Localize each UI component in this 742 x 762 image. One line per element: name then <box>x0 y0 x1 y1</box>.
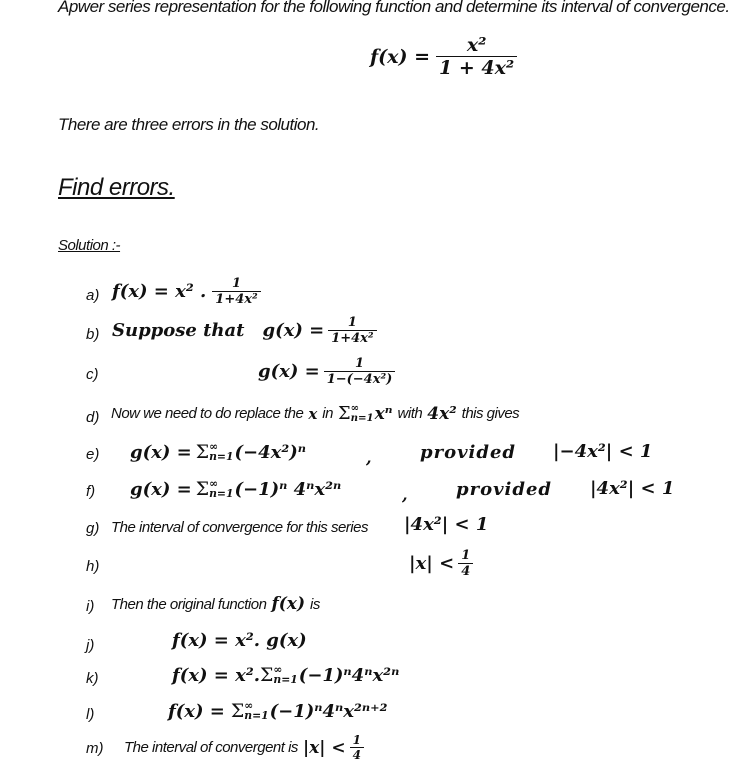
step-e-provided: provided <box>420 442 516 463</box>
step-k-sum-bot: n=1 <box>273 673 298 686</box>
step-a-lhs: f(x) = x² . <box>112 281 207 302</box>
step-m-label: m) <box>86 740 104 757</box>
step-k-label: k) <box>86 670 99 687</box>
step-d-text3: with <box>397 405 423 422</box>
errors-note: There are three errors in the solution. <box>58 115 320 134</box>
step-g-text: The interval of convergence for this series <box>111 519 368 536</box>
step-e-expression <box>130 441 306 463</box>
step-k-limits <box>273 665 297 684</box>
step-d-var: x <box>308 404 318 423</box>
step-j-label: j) <box>86 637 95 654</box>
step-h-den: 4 <box>458 563 473 579</box>
step-f-lhs: g(x) = <box>130 478 192 500</box>
step-d-sum <box>338 403 393 424</box>
step-f-label: f) <box>86 483 96 500</box>
step-m-expression <box>303 733 364 762</box>
step-c-num: 1 <box>354 356 365 371</box>
step-d-label: d) <box>86 409 100 426</box>
step-h-label: h) <box>86 558 100 575</box>
step-b-den: 1+4x² <box>328 330 376 346</box>
step-d-sum-top: ∞ <box>350 402 360 415</box>
step-f-limits <box>209 479 233 498</box>
step-h-fraction <box>458 548 473 579</box>
step-d-limits <box>351 404 374 422</box>
step-b-label: b) <box>86 326 100 343</box>
step-l-sum-top: ∞ <box>244 699 254 713</box>
step-d-expr: 4x² <box>427 403 457 424</box>
step-b-expression <box>112 315 377 346</box>
step-e-sum-top: ∞ <box>209 440 219 454</box>
step-l-term: (−1)ⁿ4ⁿx²ⁿ⁺² <box>269 700 388 722</box>
step-k-lhs: f(x) = x². <box>172 664 261 686</box>
step-c-lhs: g(x) = <box>258 361 320 382</box>
step-a-label: a) <box>86 287 100 304</box>
step-k-sum-top: ∞ <box>273 663 283 677</box>
step-m-lhs: |x| < <box>302 737 346 758</box>
function-definition <box>370 34 517 79</box>
step-j-expression: f(x) = x². g(x) <box>172 630 307 651</box>
step-k-expression <box>172 664 399 686</box>
step-m-sentence <box>124 733 364 762</box>
step-f-term: (−1)ⁿ 4ⁿx²ⁿ <box>234 478 342 500</box>
step-a-fraction <box>212 276 260 307</box>
step-a-num: 1 <box>231 276 242 291</box>
step-e-limits <box>209 442 233 461</box>
step-c-expression <box>258 356 395 387</box>
step-d-text1: Now we need to do replace the <box>111 405 304 422</box>
step-a-den: 1+4x² <box>212 291 260 307</box>
step-c-den: 1−(−4x²) <box>324 371 396 387</box>
step-l-sum-bot: n=1 <box>244 709 269 722</box>
step-a-expression <box>112 276 261 307</box>
step-d-sentence <box>111 403 519 424</box>
sigma-symbol: Σ <box>195 441 210 463</box>
step-b-lhs: g(x) = <box>262 320 325 341</box>
step-f-comma: , <box>402 485 408 504</box>
step-g-condition: |4x²| < 1 <box>404 514 489 535</box>
step-c-fraction <box>324 356 396 387</box>
step-h-expression <box>409 548 473 579</box>
step-i-sentence <box>111 594 320 614</box>
step-f-sum-top: ∞ <box>209 477 219 491</box>
step-i-tail: is <box>310 595 320 613</box>
step-i-text: Then the original function <box>111 595 267 613</box>
sigma-symbol: Σ <box>230 700 245 722</box>
step-e-label: e) <box>86 446 100 463</box>
step-g-label: g) <box>86 520 100 537</box>
step-d-text2: in <box>322 405 333 422</box>
step-e-sum-bot: n=1 <box>209 450 234 463</box>
step-h-num: 1 <box>461 548 471 563</box>
sigma-symbol: Σ <box>337 403 351 424</box>
step-d-text4: this gives <box>461 405 520 422</box>
step-b-num: 1 <box>347 315 357 330</box>
step-d-term: xⁿ <box>374 403 393 424</box>
step-e-term: (−4x²)ⁿ <box>234 441 306 463</box>
step-m-fraction <box>350 733 364 762</box>
step-e-comma: , <box>366 448 372 467</box>
step-l-expression <box>168 700 388 722</box>
step-m-num: 1 <box>352 733 361 747</box>
fx-numerator: x² <box>466 34 487 56</box>
sigma-symbol: Σ <box>195 478 210 500</box>
step-l-lhs: f(x) = <box>168 700 225 722</box>
fx-fraction <box>436 34 517 79</box>
solution-label: Solution :- <box>58 237 121 254</box>
step-l-limits <box>244 701 268 720</box>
step-f-sum-bot: n=1 <box>209 487 234 500</box>
step-b-text: Suppose that <box>112 320 245 341</box>
step-c-label: c) <box>86 366 99 383</box>
step-b-fraction <box>328 315 376 346</box>
step-i-label: i) <box>86 598 95 615</box>
step-e-condition: |−4x²| < 1 <box>553 441 653 462</box>
step-e-lhs: g(x) = <box>130 441 192 463</box>
sigma-symbol: Σ <box>260 664 274 686</box>
find-errors-heading: Find errors. <box>58 174 175 201</box>
problem-statement: Apwer series representation for the following function and determine its interval of convergence. <box>58 0 730 16</box>
step-h-lhs: |x| < <box>409 553 455 574</box>
step-m-den: 4 <box>350 747 364 762</box>
step-i-fx: f(x) <box>271 594 305 614</box>
step-d-sum-bot: n=1 <box>350 411 374 424</box>
step-l-label: l) <box>86 706 95 723</box>
step-m-text: The interval of convergent is <box>124 739 298 756</box>
step-f-expression <box>130 478 341 500</box>
step-f-condition: |4x²| < 1 <box>590 478 675 499</box>
step-k-term: (−1)ⁿ4ⁿx²ⁿ <box>298 664 400 686</box>
step-f-provided: provided <box>456 479 552 500</box>
fx-lhs: f(x) = <box>370 45 431 68</box>
fx-denominator: 1 + 4x² <box>436 56 517 79</box>
